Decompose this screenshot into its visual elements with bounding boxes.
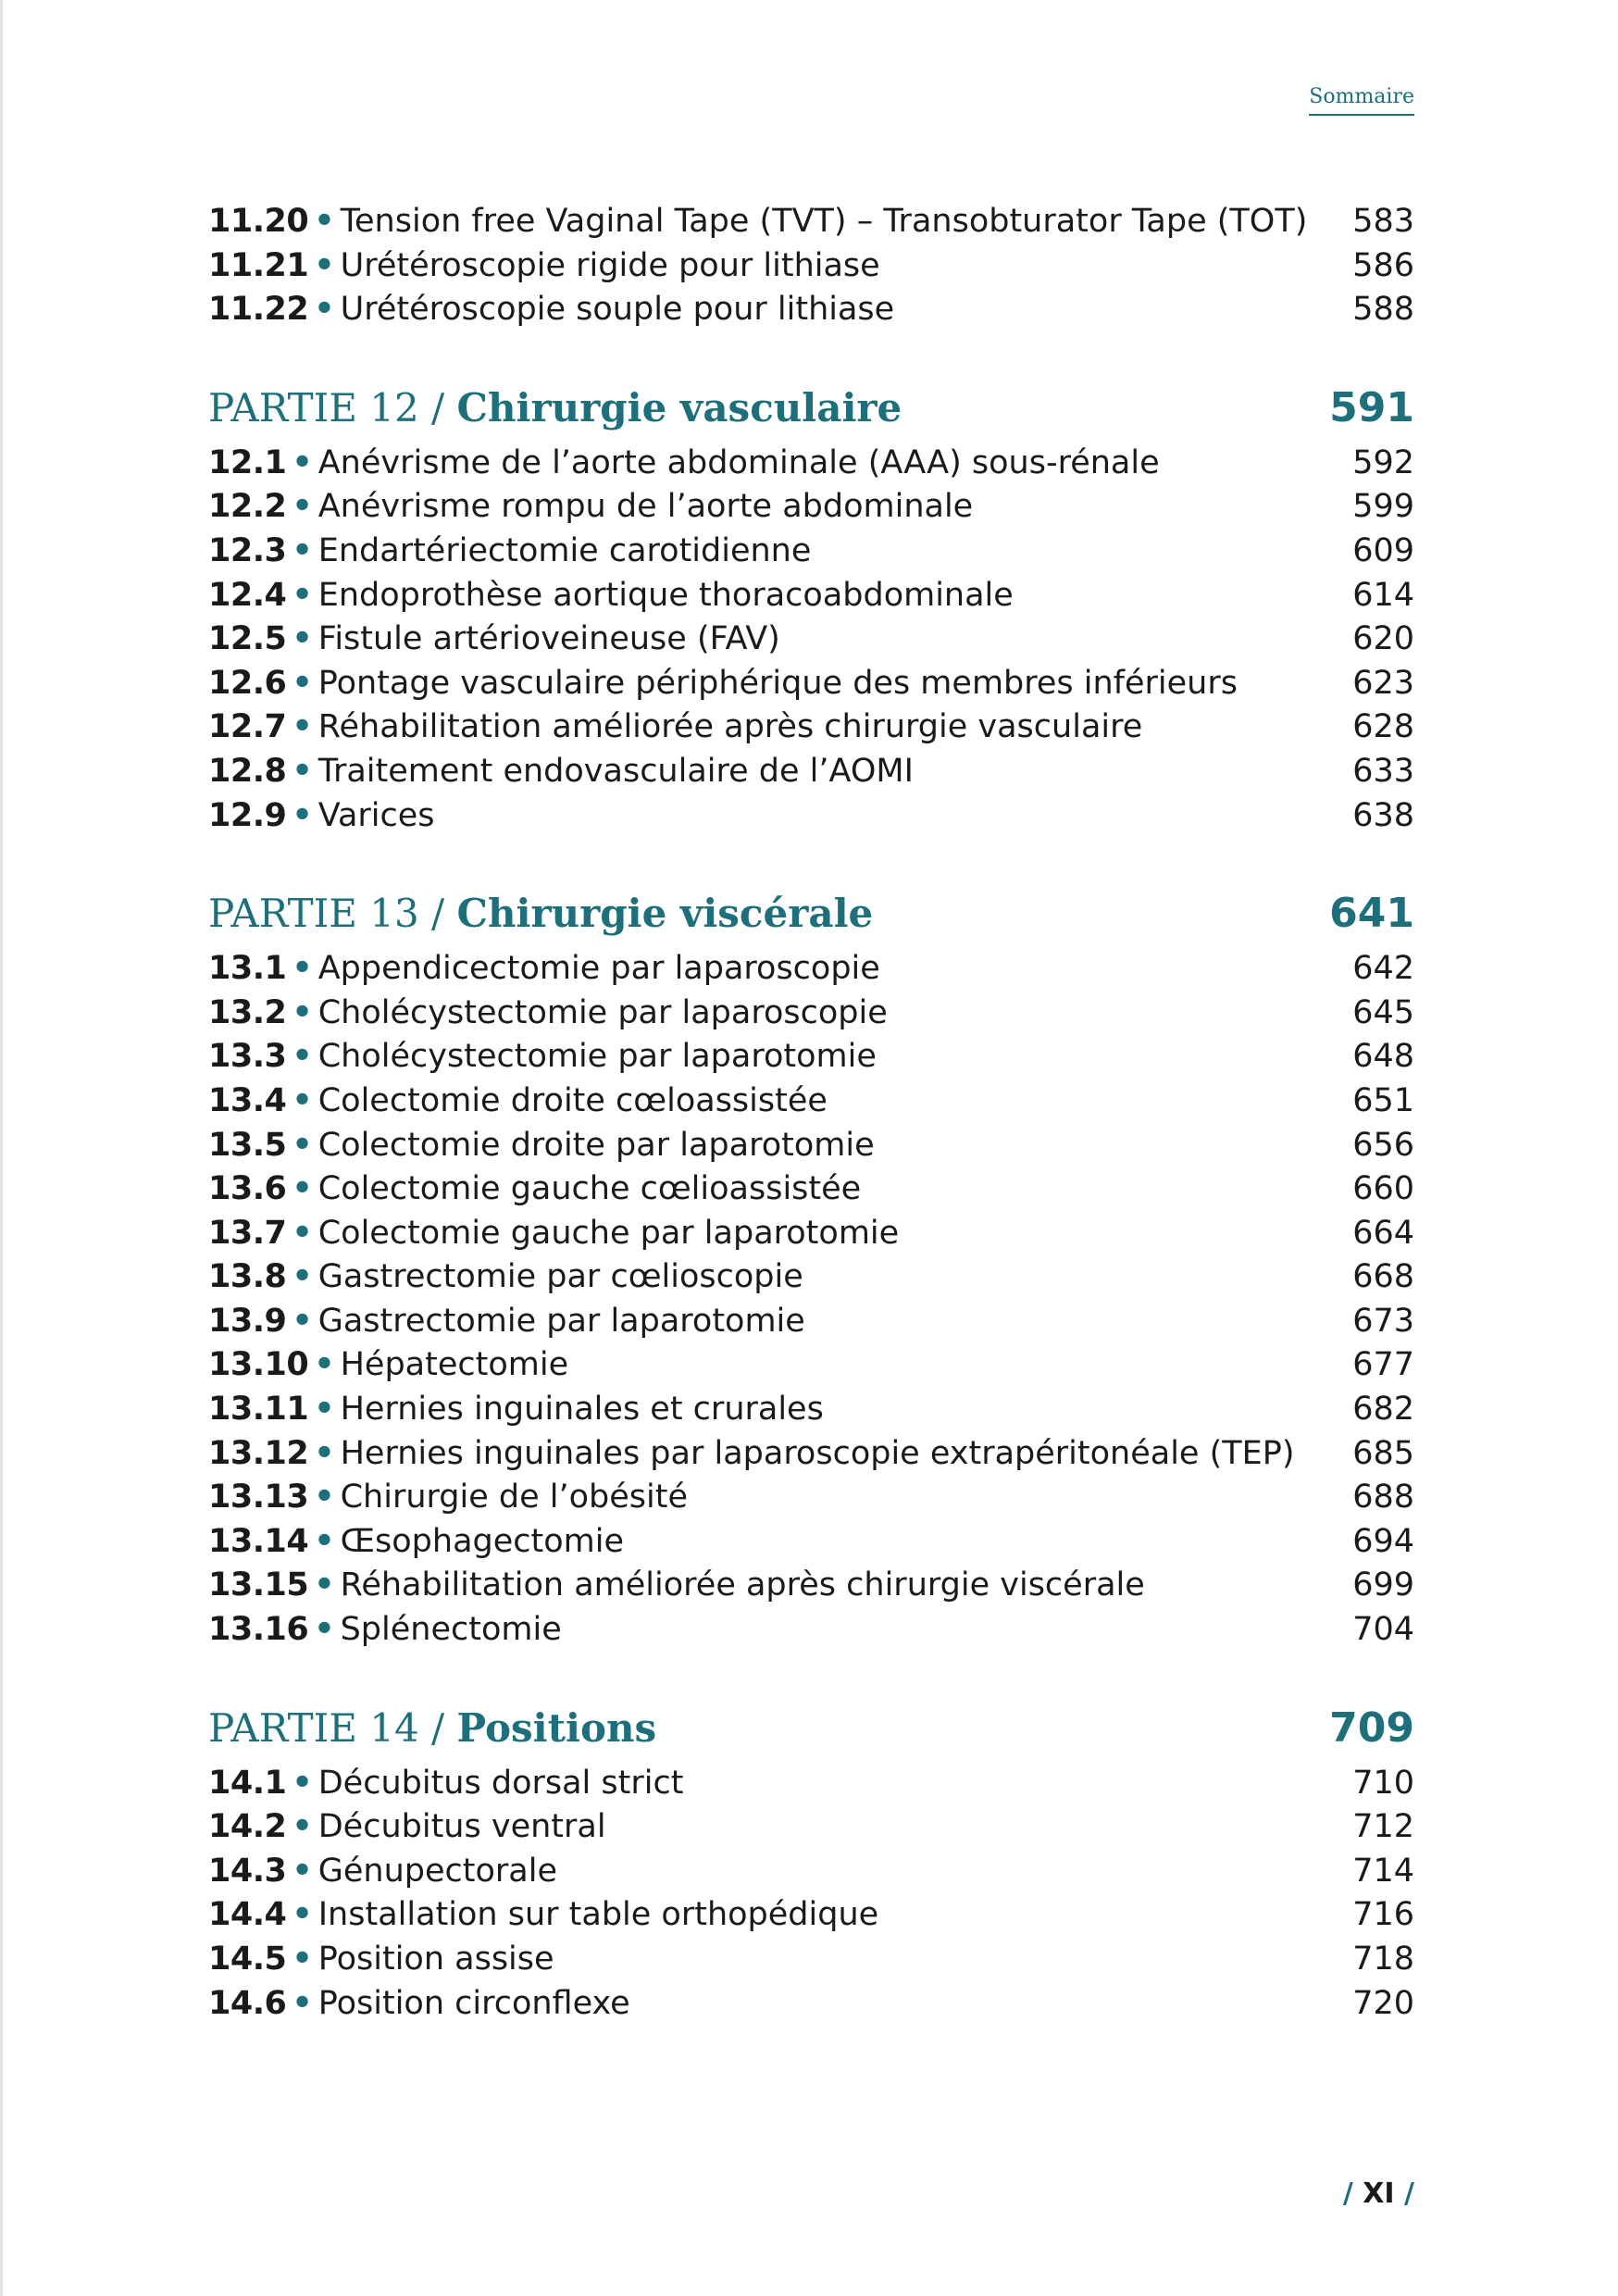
entry-page-number: 645	[1352, 993, 1414, 1031]
part-title: Positions	[456, 1704, 657, 1751]
entry-page-number: 609	[1352, 531, 1414, 569]
toc-entry-label	[208, 618, 780, 662]
bullet-icon: •	[314, 1522, 335, 1560]
entry-page-number: 710	[1352, 1764, 1414, 1802]
page-footer	[1343, 2177, 1414, 2210]
part-title: Chirurgie viscérale	[456, 891, 874, 937]
entry-page-number: 682	[1352, 1391, 1414, 1429]
part-section	[208, 886, 1414, 1653]
entry-number: 13.2	[208, 993, 287, 1031]
entry-page-number: 694	[1352, 1522, 1414, 1560]
toc-entry	[208, 530, 1414, 574]
part-heading	[208, 1701, 1414, 1756]
toc-entry	[208, 1035, 1414, 1079]
toc-entry	[208, 947, 1414, 992]
entry-page-number: 668	[1352, 1258, 1414, 1296]
toc-entry	[208, 662, 1414, 706]
bullet-icon: •	[314, 1479, 335, 1516]
part-heading-text	[208, 381, 902, 436]
toc-entry	[208, 1167, 1414, 1212]
part-title: Chirurgie vasculaire	[456, 384, 902, 430]
entry-number: 13.6	[208, 1170, 287, 1208]
running-header: Sommaire	[1309, 85, 1414, 116]
bullet-icon: •	[314, 1391, 335, 1429]
entry-page-number: 718	[1352, 1940, 1414, 1978]
entry-page-number: 664	[1352, 1214, 1414, 1252]
bullet-icon: •	[314, 1566, 335, 1604]
entry-number: 13.1	[208, 950, 287, 988]
entry-page-number: 648	[1352, 1038, 1414, 1076]
toc-entry	[208, 992, 1414, 1036]
toc-entry-label	[208, 1850, 557, 1894]
toc-entry-label	[208, 1079, 828, 1124]
entry-number: 13.11	[208, 1391, 309, 1429]
entry-title: Anévrisme rompu de l’aorte abdominale	[317, 488, 974, 526]
entry-title: Décubitus ventral	[317, 1808, 606, 1846]
entry-page-number: 677	[1352, 1346, 1414, 1384]
bullet-icon: •	[292, 708, 313, 746]
entry-number: 13.4	[208, 1081, 287, 1119]
toc-entry-label	[208, 1212, 899, 1256]
toc-entry	[208, 1255, 1414, 1300]
bullet-icon: •	[292, 1258, 313, 1296]
entry-page-number: 660	[1352, 1170, 1414, 1208]
part-label: PARTIE 13 /	[208, 891, 445, 937]
bullet-icon: •	[314, 246, 335, 284]
footer-page-number: XI	[1363, 2177, 1395, 2210]
toc-entry	[208, 1300, 1414, 1344]
toc-entry	[208, 1212, 1414, 1256]
entry-title: Gastrectomie par cœlioscopie	[317, 1258, 803, 1296]
entry-title: Tension free Vaginal Tape (TVT) – Transobturator Tape (TOT)	[340, 203, 1308, 240]
entry-number: 14.1	[208, 1764, 287, 1802]
toc-entry	[208, 1608, 1414, 1653]
entry-title: Urétéroscopie rigide pour lithiase	[340, 246, 880, 284]
toc-entry	[208, 485, 1414, 530]
entry-number: 11.20	[208, 203, 309, 240]
toc-entry	[208, 1079, 1414, 1124]
entry-number: 13.13	[208, 1479, 309, 1516]
entry-title: Cholécystectomie par laparotomie	[317, 1038, 877, 1076]
entry-page-number: 599	[1352, 488, 1414, 526]
entry-title: Endartériectomie carotidienne	[317, 531, 812, 569]
entry-page-number: 714	[1352, 1852, 1414, 1890]
toc-entry	[208, 618, 1414, 662]
entry-title: Endoprothèse aortique thoracoabdominale	[317, 576, 1014, 614]
entry-number: 14.2	[208, 1808, 287, 1846]
bullet-icon: •	[292, 576, 313, 614]
bullet-icon: •	[292, 488, 313, 526]
toc-entry-label	[208, 1167, 861, 1212]
entry-title: Hépatectomie	[340, 1346, 569, 1384]
toc-entry	[208, 1388, 1414, 1432]
entry-page-number: 592	[1352, 443, 1414, 481]
entry-title: Hernies inguinales par laparoscopie extrapéritonéale (TEP)	[340, 1434, 1295, 1472]
entry-page-number: 628	[1352, 708, 1414, 746]
toc-entry-label	[208, 442, 1160, 486]
entry-title: Colectomie gauche par laparotomie	[317, 1214, 900, 1252]
toc-entry-label	[208, 574, 1014, 618]
entry-number: 11.21	[208, 246, 309, 284]
bullet-icon: •	[292, 1170, 313, 1208]
entry-number: 12.5	[208, 620, 287, 658]
toc-entry	[208, 1520, 1414, 1565]
toc-entry	[208, 1476, 1414, 1520]
toc-entry	[208, 1564, 1414, 1608]
entry-page-number: 651	[1352, 1081, 1414, 1119]
entry-number: 14.5	[208, 1940, 287, 1978]
toc-entry-label	[208, 1035, 877, 1079]
entry-number: 13.7	[208, 1214, 287, 1252]
toc-entry	[208, 1805, 1414, 1850]
entry-number: 12.3	[208, 531, 287, 569]
toc-entry-label	[208, 1388, 824, 1432]
bullet-icon: •	[292, 1126, 313, 1164]
bullet-icon: •	[292, 796, 313, 834]
toc-entry	[208, 705, 1414, 750]
bullet-icon: •	[292, 1808, 313, 1846]
part-section	[208, 381, 1414, 838]
entry-page-number: 638	[1352, 796, 1414, 834]
entries-before	[208, 200, 1414, 332]
bullet-icon: •	[292, 1214, 313, 1252]
bullet-icon: •	[292, 443, 313, 481]
toc-entry-label	[208, 1608, 562, 1653]
table-of-contents	[208, 200, 1414, 2026]
toc-entry	[208, 794, 1414, 839]
entry-number: 14.4	[208, 1896, 287, 1934]
entry-number: 12.7	[208, 708, 287, 746]
toc-entry-label	[208, 244, 880, 289]
toc-entry-label	[208, 1300, 805, 1344]
entry-page-number: 656	[1352, 1126, 1414, 1164]
toc-entry	[208, 1982, 1414, 2027]
bullet-icon: •	[314, 1611, 335, 1649]
entry-number: 13.16	[208, 1611, 309, 1649]
toc-entry-label	[208, 1938, 554, 1982]
entry-number: 12.1	[208, 443, 287, 481]
entry-page-number: 586	[1352, 246, 1414, 284]
entry-page-number: 704	[1352, 1611, 1414, 1649]
toc-entry-label	[208, 947, 880, 992]
toc-entry	[208, 1124, 1414, 1168]
entry-title: Gastrectomie par laparotomie	[317, 1302, 805, 1340]
entry-page-number: 623	[1352, 664, 1414, 702]
entry-page-number: 699	[1352, 1566, 1414, 1604]
bullet-icon: •	[292, 664, 313, 702]
toc-entry-label	[208, 485, 973, 530]
toc-entry-label	[208, 1762, 683, 1806]
entry-title: Splénectomie	[340, 1611, 562, 1649]
entry-title: Colectomie gauche cœlioassistée	[317, 1170, 862, 1208]
toc-entry-label	[208, 1124, 875, 1168]
entry-title: Fistule artérioveineuse (FAV)	[317, 620, 780, 658]
bullet-icon: •	[292, 1984, 313, 2022]
entry-title: Décubitus dorsal strict	[317, 1764, 684, 1802]
part-page-number: 641	[1329, 890, 1414, 938]
toc-entry-label	[208, 1805, 606, 1850]
toc-entry-label	[208, 794, 435, 839]
part-label: PARTIE 12 /	[208, 384, 445, 430]
entry-number: 13.8	[208, 1258, 287, 1296]
entry-page-number: 614	[1352, 576, 1414, 614]
toc-entry-label	[208, 1255, 803, 1300]
entry-page-number: 688	[1352, 1479, 1414, 1516]
entry-number: 12.8	[208, 752, 287, 790]
entry-title: Pontage vasculaire périphérique des membres inférieurs	[317, 664, 1238, 702]
entry-title: Colectomie droite par laparotomie	[317, 1126, 875, 1164]
bullet-icon: •	[292, 993, 313, 1031]
entry-title: Position circonflexe	[317, 1984, 630, 2022]
entry-number: 13.9	[208, 1302, 287, 1340]
toc-entry-label	[208, 1893, 878, 1938]
toc-entry	[208, 244, 1414, 289]
bullet-icon: •	[292, 1852, 313, 1890]
part-heading	[208, 886, 1414, 942]
toc-entry-label	[208, 750, 914, 794]
entry-number: 12.9	[208, 796, 287, 834]
toc-entry	[208, 288, 1414, 332]
entry-number: 11.22	[208, 291, 309, 329]
bullet-icon: •	[292, 950, 313, 988]
entry-page-number: 588	[1352, 291, 1414, 329]
entry-page-number: 633	[1352, 752, 1414, 790]
bullet-icon: •	[292, 1302, 313, 1340]
toc-entry-label	[208, 1564, 1145, 1608]
bullet-icon: •	[314, 1434, 335, 1472]
entry-page-number: 642	[1352, 950, 1414, 988]
entry-number: 13.10	[208, 1346, 309, 1384]
entry-number: 12.4	[208, 576, 287, 614]
entry-number: 12.6	[208, 664, 287, 702]
entry-title: Réhabilitation améliorée après chirurgie viscérale	[340, 1566, 1145, 1604]
toc-entry-label	[208, 992, 888, 1036]
toc-entry-label	[208, 662, 1238, 706]
part-page-number: 591	[1329, 383, 1414, 431]
toc-entry	[208, 1432, 1414, 1477]
footer-slash-left: /	[1342, 2177, 1353, 2210]
part-section	[208, 1701, 1414, 2027]
entry-title: Cholécystectomie par laparoscopie	[317, 993, 888, 1031]
toc-entry	[208, 1938, 1414, 1982]
entry-title: Traitement endovasculaire de l’AOMI	[317, 752, 914, 790]
toc-entry-label	[208, 1982, 630, 2027]
part-heading-text	[208, 1701, 656, 1756]
entry-title: Varices	[317, 796, 435, 834]
entry-title: Génupectorale	[317, 1852, 557, 1890]
toc-entry-label	[208, 705, 1142, 750]
toc-entry	[208, 1893, 1414, 1938]
bullet-icon: •	[292, 620, 313, 658]
part-heading	[208, 381, 1414, 436]
entry-number: 14.3	[208, 1852, 287, 1890]
toc-entry-label	[208, 1520, 624, 1565]
entry-title: Colectomie droite cœloassistée	[317, 1081, 828, 1119]
entry-page-number: 620	[1352, 620, 1414, 658]
bullet-icon: •	[292, 752, 313, 790]
entry-page-number: 712	[1352, 1808, 1414, 1846]
toc-entry	[208, 1343, 1414, 1388]
page-edge	[0, 0, 3, 2296]
bullet-icon: •	[292, 1940, 313, 1978]
part-label: PARTIE 14 /	[208, 1704, 445, 1751]
bullet-icon: •	[292, 1896, 313, 1934]
entry-page-number: 716	[1352, 1896, 1414, 1934]
toc-entry	[208, 1762, 1414, 1806]
entry-number: 14.6	[208, 1984, 287, 2022]
entry-number: 13.12	[208, 1434, 309, 1472]
entry-title: Réhabilitation améliorée après chirurgie vasculaire	[317, 708, 1143, 746]
bullet-icon: •	[292, 1038, 313, 1076]
entry-number: 13.5	[208, 1126, 287, 1164]
parts-list	[208, 381, 1414, 2026]
entry-page-number: 685	[1352, 1434, 1414, 1472]
bullet-icon: •	[292, 1081, 313, 1119]
entry-page-number: 583	[1352, 203, 1414, 240]
toc-entry	[208, 200, 1414, 244]
entry-title: Œsophagectomie	[340, 1522, 625, 1560]
entry-page-number: 673	[1352, 1302, 1414, 1340]
entry-number: 13.14	[208, 1522, 309, 1560]
toc-entry	[208, 1850, 1414, 1894]
toc-entry-label	[208, 1476, 688, 1520]
entry-title: Appendicectomie par laparoscopie	[317, 950, 880, 988]
part-page-number: 709	[1329, 1703, 1414, 1752]
entry-title: Anévrisme de l’aorte abdominale (AAA) sous-rénale	[317, 443, 1160, 481]
toc-entry-label	[208, 530, 811, 574]
bullet-icon: •	[292, 531, 313, 569]
bullet-icon: •	[314, 1346, 335, 1384]
toc-entry	[208, 750, 1414, 794]
toc-entry-label	[208, 1343, 568, 1388]
entry-title: Urétéroscopie souple pour lithiase	[340, 291, 895, 329]
entry-title: Installation sur table orthopédique	[317, 1896, 879, 1934]
bullet-icon: •	[314, 291, 335, 329]
bullet-icon: •	[292, 1764, 313, 1802]
entry-title: Hernies inguinales et crurales	[340, 1391, 824, 1429]
toc-entry-label	[208, 1432, 1295, 1477]
toc-entry	[208, 442, 1414, 486]
toc-entry-label	[208, 200, 1307, 244]
bullet-icon: •	[314, 203, 335, 240]
part-heading-text	[208, 886, 873, 942]
entry-number: 13.3	[208, 1038, 287, 1076]
entry-title: Chirurgie de l’obésité	[340, 1479, 688, 1516]
entry-title: Position assise	[317, 1940, 554, 1978]
toc-entry	[208, 574, 1414, 618]
toc-entry-label	[208, 288, 894, 332]
entry-number: 12.2	[208, 488, 287, 526]
footer-slash-right: /	[1404, 2177, 1414, 2210]
entry-number: 13.15	[208, 1566, 309, 1604]
entry-page-number: 720	[1352, 1984, 1414, 2022]
